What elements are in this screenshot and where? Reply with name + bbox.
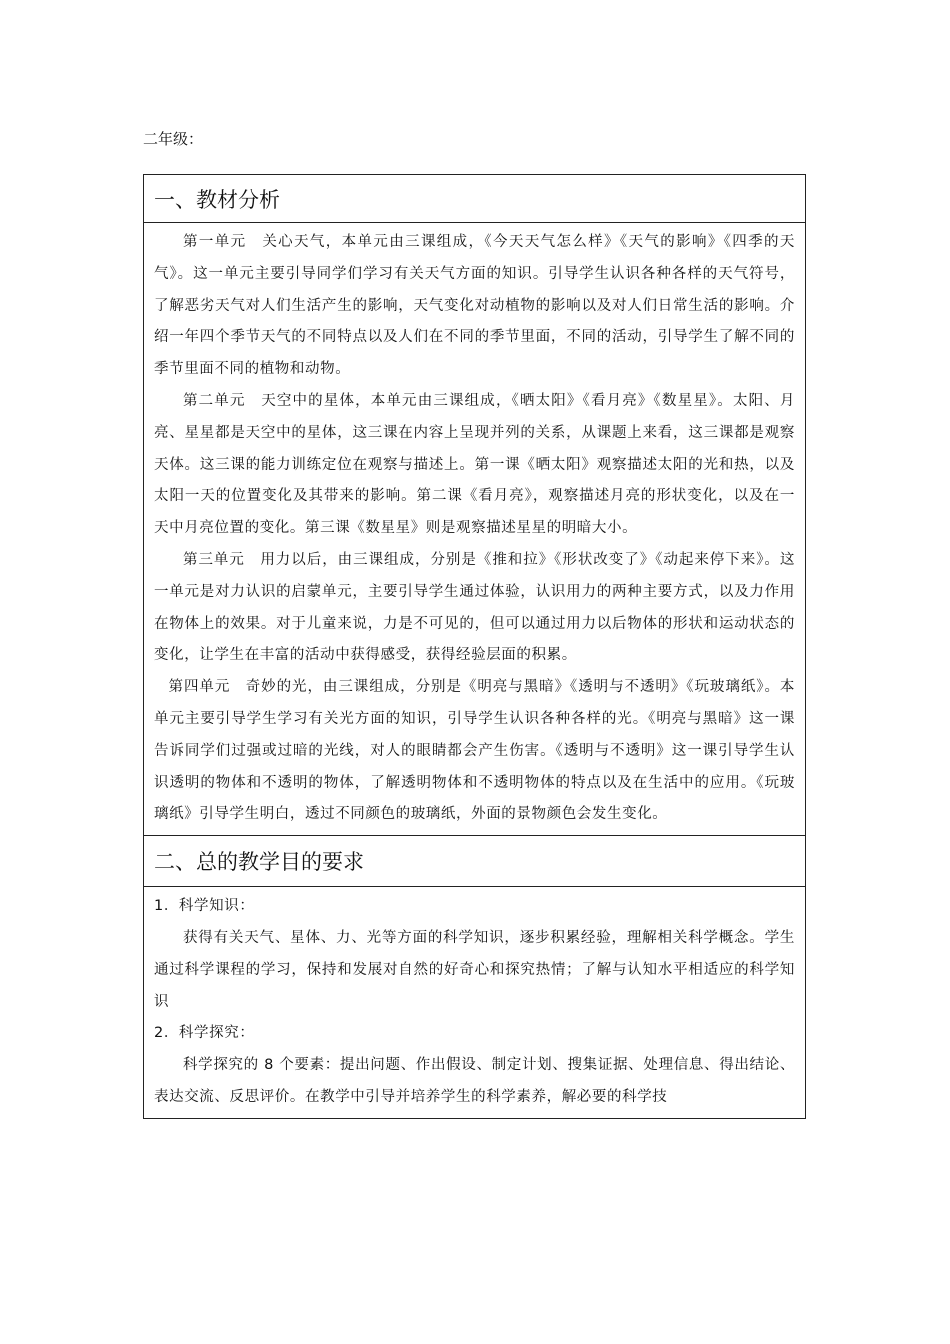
content-table (143, 174, 806, 1119)
section2-title: 二、总的教学目的要求 (144, 835, 805, 887)
section1-title: 一、教材分析 (144, 175, 805, 223)
unit2-paragraph: 第二单元 天空中的星体，本单元由三课组成，《晒太阳》《看月亮》《数星星》。太阳、月亮、星星都是天空中的星体，这三课在内容上呈现并列的关系，从课题上来看，这三课都是观察天体。这三课的能力训练定位在观察与描述上。第一课《晒太阳》观察描述太阳的光和热，以及太阳一天的位置变化及其带来的影响。第二课《看月亮》，观察描述月亮的形状变化，以及在一天中月亮位置的变化。第三课《数星星》则是观察描述星星的明暗大小。 (154, 392, 795, 537)
grade-label: 二年级： (143, 130, 204, 148)
item1-text: 获得有关天气、星体、力、光等方面的科学知识，逐步积累经验，理解相关科学概念。学生通过科学课程的学习，保持和发展对自然的好奇心和探究热情；了解与认知水平相适应的科学知识 (154, 929, 795, 1010)
unit3-paragraph: 第三单元 用力以后，由三课组成，分别是《推和拉》《形状改变了》《动起来停下来》。这一单元是对力认识的启蒙单元，主要引导学生通过体验，认识用力的两种主要方式，以及力作用在物体上的效果。对于儿童来说，力是不可见的，但可以通过用力以后物体的形状和运动状态的变化，让学生在丰富的活动中获得感受，获得经验层面的积累。 (154, 551, 795, 664)
unit1-paragraph: 第一单元 关心天气，本单元由三课组成，《今天天气怎么样》《天气的影响》《四季的天气》。这一单元主要引导同学们学习有关天气方面的知识。引导学生认识各种各样的天气符号，了解恶劣天气对人们生活产生的影响，天气变化对动植物的影响以及对人们日常生活的影响。介绍一年四个季节天气的不同特点以及人们在不同的季节里面，不同的活动，引导学生了解不同的季节里面不同的植物和动物。 (154, 234, 795, 378)
item2-heading: 2．科学探究： (154, 1025, 255, 1042)
section1-body (144, 223, 805, 835)
item1-heading: 1．科学知识： (154, 898, 255, 915)
section2-body (144, 887, 805, 1118)
unit4-paragraph: 第四单元 奇妙的光，由三课组成，分别是《明亮与黑暗》《透明与不透明》《玩玻璃纸》。本单元主要引导学生学习有关光方面的知识，引导学生认识各种各样的光。《明亮与黑暗》这一课告诉同学们过强或过暗的光线，对人的眼睛都会产生伤害。《透明与不透明》这一课引导学生认识透明的物体和不透明的物体，了解透明物体和不透明物体的特点以及在生活中的应用。《玩玻璃纸》引导学生明白，透过不同颜色的玻璃纸，外面的景物颜色会发生变化。 (154, 679, 795, 823)
item2-text: 科学探究的 8 个要素：提出问题、作出假设、制定计划、搜集证据、处理信息、得出结论、表达交流、反思评价。在教学中引导并培养学生的科学素养，解必要的科学技 (154, 1057, 795, 1105)
